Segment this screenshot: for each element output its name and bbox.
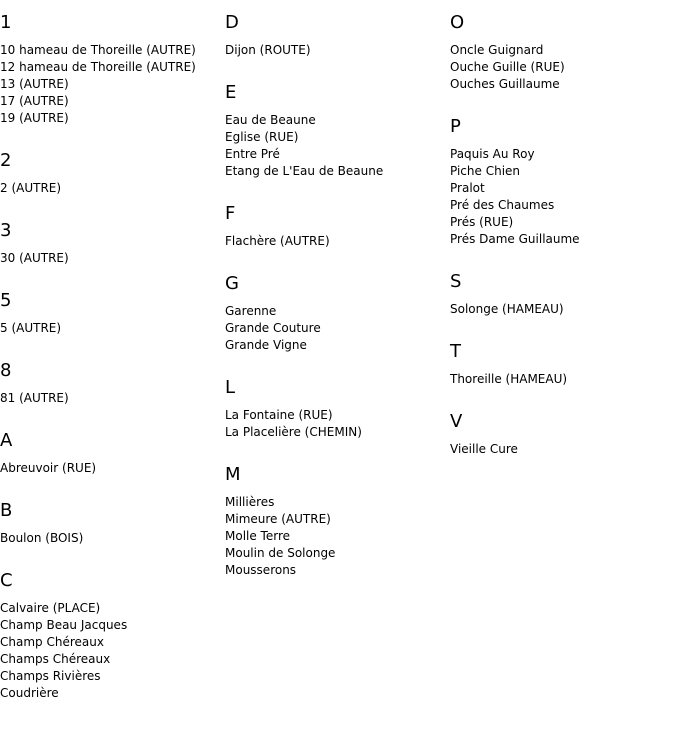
street-list [0, 180, 61, 197]
street-list [0, 42, 196, 127]
letter-heading: O [450, 12, 465, 33]
street-link[interactable]: Oncle Guignard [450, 43, 544, 57]
street-link[interactable]: 5 (AUTRE) [0, 321, 62, 335]
letter-heading: G [225, 273, 239, 294]
street-link[interactable]: 13 (AUTRE) [0, 77, 69, 91]
street-link[interactable]: Boulon (BOIS) [0, 531, 84, 545]
letter-heading: B [0, 500, 13, 521]
letter-heading: 1 [0, 12, 12, 33]
letter-heading: S [450, 271, 462, 292]
street-link[interactable]: Calvaire (PLACE) [0, 601, 101, 615]
letter-heading: L [225, 377, 236, 398]
street-link[interactable]: Millières [225, 495, 275, 509]
letter-heading: 2 [0, 150, 12, 171]
street-link[interactable]: Champ Beau Jacques [0, 618, 128, 632]
street-list [0, 600, 127, 702]
street-list [225, 407, 362, 441]
street-link[interactable]: Thoreille (HAMEAU) [450, 372, 568, 386]
street-list [225, 303, 321, 354]
street-list [0, 460, 96, 477]
letter-heading: P [450, 116, 461, 137]
street-link[interactable]: Eglise (RUE) [225, 130, 299, 144]
letter-heading: T [450, 341, 461, 362]
street-list [450, 441, 518, 458]
street-link[interactable]: Dijon (ROUTE) [225, 43, 311, 57]
street-list [225, 233, 330, 250]
street-link[interactable]: Solonge (HAMEAU) [450, 302, 564, 316]
letter-heading: 3 [0, 220, 12, 241]
street-link[interactable]: La Fontaine (RUE) [225, 408, 333, 422]
street-list [450, 146, 580, 248]
letter-heading: 8 [0, 360, 12, 381]
street-link[interactable]: Pré des Chaumes [450, 198, 555, 212]
letter-heading: A [0, 430, 13, 451]
street-link[interactable]: Ouches Guillaume [450, 77, 560, 91]
street-link[interactable]: Grande Vigne [225, 338, 307, 352]
street-link[interactable]: Eau de Beaune [225, 113, 316, 127]
street-link[interactable]: Abreuvoir (RUE) [0, 461, 97, 475]
street-link[interactable]: Vieille Cure [450, 442, 518, 456]
street-list [225, 112, 383, 180]
street-list [225, 494, 335, 579]
street-link[interactable]: Garenne [225, 304, 277, 318]
street-link[interactable]: Champ Chéreaux [0, 635, 104, 649]
street-list [225, 42, 311, 59]
street-link[interactable]: 10 hameau de Thoreille (AUTRE) [0, 43, 196, 57]
letter-heading: C [0, 570, 13, 591]
street-link[interactable]: Pralot [450, 181, 485, 195]
letter-heading: V [450, 411, 463, 432]
street-link[interactable]: 30 (AUTRE) [0, 251, 69, 265]
street-link[interactable]: 17 (AUTRE) [0, 94, 69, 108]
street-link[interactable]: 81 (AUTRE) [0, 391, 69, 405]
street-link[interactable]: Prés Dame Guillaume [450, 232, 580, 246]
street-link[interactable]: 2 (AUTRE) [0, 181, 62, 195]
letter-heading: F [225, 203, 236, 224]
street-link[interactable]: Molle Terre [225, 529, 291, 543]
street-link[interactable]: La Placelière (CHEMIN) [225, 425, 362, 439]
street-link[interactable]: Coudrière [0, 686, 59, 700]
street-link[interactable]: 12 hameau de Thoreille (AUTRE) [0, 60, 196, 74]
street-list [450, 371, 567, 388]
letter-heading: D [225, 12, 239, 33]
street-link[interactable]: Champs Chéreaux [0, 652, 111, 666]
street-link[interactable]: Champs Rivières [0, 669, 101, 683]
street-link[interactable]: Entre Pré [225, 147, 280, 161]
street-link[interactable]: Grande Couture [225, 321, 321, 335]
street-list [0, 530, 83, 547]
street-link[interactable]: Moulin de Solonge [225, 546, 336, 560]
street-link[interactable]: Piche Chien [450, 164, 521, 178]
street-link[interactable]: Paquis Au Roy [450, 147, 535, 161]
street-link[interactable]: Mimeure (AUTRE) [225, 512, 331, 526]
street-list [0, 320, 61, 337]
letter-heading: M [225, 464, 241, 485]
letter-heading: E [225, 82, 237, 103]
street-link[interactable]: Etang de L'Eau de Beaune [225, 164, 384, 178]
street-list [450, 301, 564, 318]
street-link[interactable]: Ouche Guille (RUE) [450, 60, 565, 74]
street-list [0, 390, 69, 407]
street-link[interactable]: Flachère (AUTRE) [225, 234, 330, 248]
street-link[interactable]: 19 (AUTRE) [0, 111, 69, 125]
street-list [450, 42, 565, 93]
street-link[interactable]: Mousserons [225, 563, 297, 577]
street-link[interactable]: Prés (RUE) [450, 215, 514, 229]
letter-heading: 5 [0, 290, 12, 311]
street-list [0, 250, 69, 267]
